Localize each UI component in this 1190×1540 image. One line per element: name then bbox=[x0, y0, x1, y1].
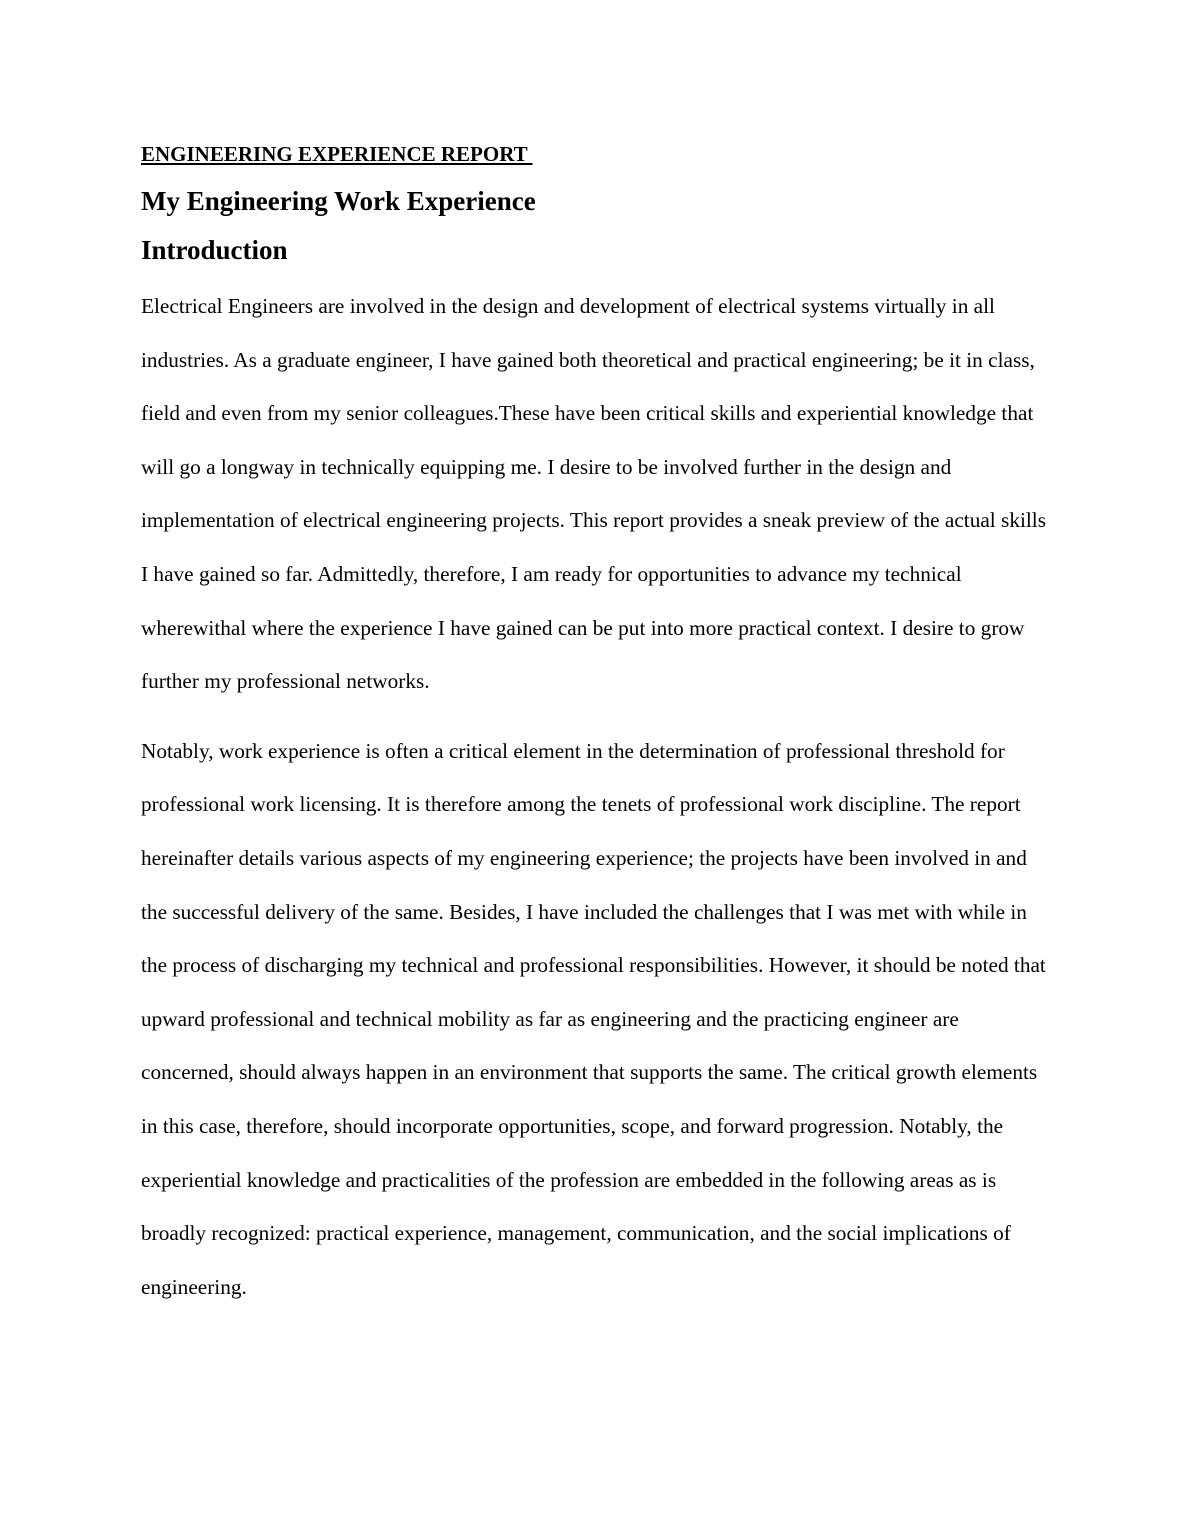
document-title: ENGINEERING EXPERIENCE REPORT bbox=[141, 142, 533, 166]
section-heading-introduction: Introduction bbox=[141, 235, 288, 265]
document-body bbox=[141, 140, 1051, 1314]
intro-paragraph-2: Notably, work experience is often a critical element in the determination of professional threshold for professional work licensing. It is therefore among the tenets of professional work discipline. The report hereinafter details various aspects of my engineering experience; the projects have been involved in and the successful delivery of the same. Besides, I have included the challenges that I was met with while in the process of discharging my technical and professional responsibilities. However, it should be noted that upward professional and technical mobility as far as engineering and the practicing engineer are concerned, should always happen in an environment that supports the same. The critical growth elements in this case, therefore, should incorporate opportunities, scope, and forward progression. Notably, the experiential knowledge and practicalities of the profession are embedded in the following areas as is broadly recognized: practical experience, management, communication, and the social implications of engineering. bbox=[141, 738, 1046, 1299]
intro-paragraph-1: Electrical Engineers are involved in the design and development of electrical systems virtually in all industries. As a graduate engineer, I have gained both theoretical and practical engineering; be it in class, field and even from my senior colleagues.These have been critical skills and experiential knowledge that will go a longway in technically equipping me. I desire to be involved further in the design and implementation of electrical engineering projects. This report provides a sneak preview of the actual skills I have gained so far. Admittedly, therefore, I am ready for opportunities to advance my technical wherewithal where the experience I have gained can be put into more practical context. I desire to grow further my professional networks. bbox=[141, 294, 1047, 694]
section-heading-work-experience: My Engineering Work Experience bbox=[141, 186, 536, 216]
